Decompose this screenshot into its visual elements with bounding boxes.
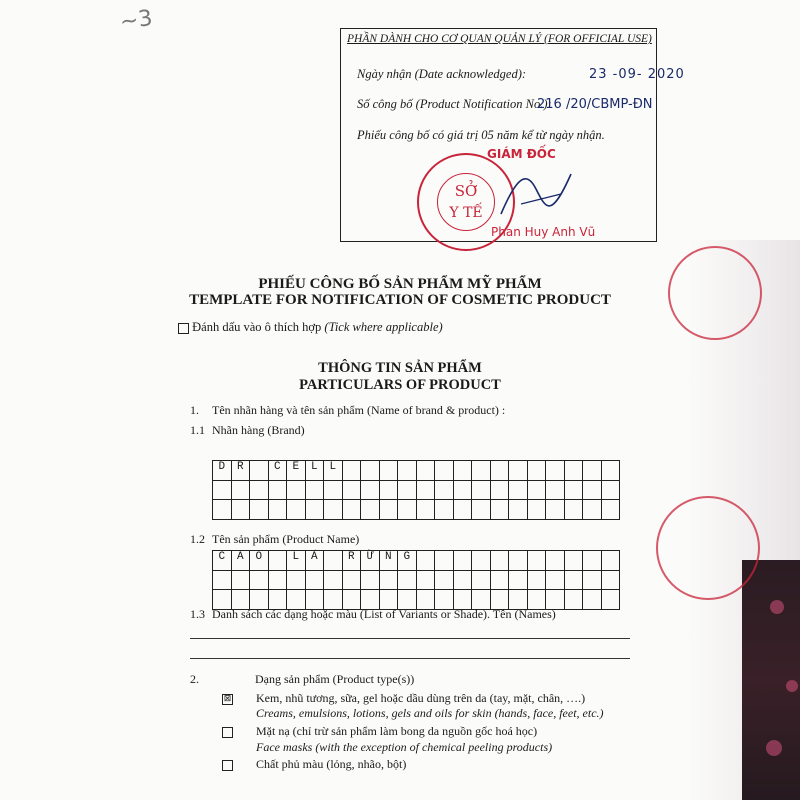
grid-cell: [213, 500, 232, 520]
grid-cell: [268, 480, 287, 500]
grid-cell: [527, 500, 546, 520]
grid-cell: [583, 590, 602, 610]
grid-cell: [583, 480, 602, 500]
grid-cell: [231, 480, 250, 500]
option-creams-checkbox[interactable]: [222, 691, 233, 706]
grid-cell: R: [342, 551, 361, 571]
grid-cell: A: [231, 551, 250, 571]
grid-cell: [213, 480, 232, 500]
grid-cell: [231, 570, 250, 590]
variants-number: 1.3: [190, 607, 205, 621]
grid-cell: [416, 551, 435, 571]
checked-box-icon: ⊠: [223, 693, 232, 704]
grid-cell: [472, 551, 491, 571]
grid-cell: [564, 590, 583, 610]
director-title: GIÁM ĐỐC: [487, 147, 556, 161]
particulars-vietnamese: THÔNG TIN SẢN PHẨM: [318, 360, 482, 376]
grid-cell: [361, 480, 380, 500]
grid-cell: [472, 500, 491, 520]
grid-cell: [287, 570, 306, 590]
official-header: PHẦN DÀNH CHO CƠ QUAN QUẢN LÝ (FOR OFFICIAL USE): [347, 33, 652, 45]
empty-box-icon: [222, 727, 233, 738]
grid-cell: [379, 570, 398, 590]
product-label: Tên sản phẩm (Product Name): [212, 532, 360, 546]
title-vietnamese: PHIẾU CÔNG BỐ SẢN PHẨM MỸ PHẨM: [258, 276, 542, 292]
seal-text-top: SỞ: [454, 182, 478, 200]
option-colour-checkbox[interactable]: [222, 757, 233, 772]
grid-cell: [490, 461, 509, 481]
grid-cell: [435, 500, 454, 520]
grid-cell: [509, 551, 528, 571]
grid-cell: [342, 500, 361, 520]
grid-cell: [361, 461, 380, 481]
grid-cell: [416, 480, 435, 500]
grid-cell: R: [231, 461, 250, 481]
grid-cell: [601, 551, 620, 571]
tick-note-en: (Tick where applicable): [324, 320, 443, 334]
grid-cell: Ừ: [361, 551, 380, 571]
product-number: 1.2: [190, 532, 205, 546]
grid-cell: [268, 500, 287, 520]
tick-note: [178, 320, 443, 335]
grid-cell: [564, 480, 583, 500]
grid-cell: [583, 461, 602, 481]
grid-cell: [601, 500, 620, 520]
tick-note-vi: Đánh dấu vào ô thích hợp: [192, 320, 322, 334]
grid-cell: [509, 480, 528, 500]
grid-cell: [583, 500, 602, 520]
grid-cell: [305, 480, 324, 500]
date-value: 23 -09- 2020: [589, 67, 685, 82]
grid-cell: [398, 480, 417, 500]
grid-cell: N: [379, 551, 398, 571]
grid-cell: [509, 570, 528, 590]
grid-cell: [453, 570, 472, 590]
checkbox-sample-icon: [178, 323, 189, 334]
grid-cell: [435, 480, 454, 500]
grid-cell: [601, 590, 620, 610]
option-creams-en: Creams, emulsions, lotions, gels and oils for skin (hands, face, feet, etc.): [256, 706, 604, 720]
grid-cell: [435, 551, 454, 571]
grid-cell: [231, 500, 250, 520]
variants-label: Danh sách các dạng hoặc màu (List of Variants or Shade). Tên (Names): [212, 607, 556, 621]
grid-cell: [342, 461, 361, 481]
grid-cell: [583, 551, 602, 571]
grid-cell: [324, 500, 343, 520]
brand-label: Nhãn hàng (Brand): [212, 423, 305, 437]
signature-mark: [491, 159, 581, 229]
grid-cell: G: [398, 551, 417, 571]
grid-cell: [324, 551, 343, 571]
validity-note: Phiếu công bố có giá trị 05 năm kể từ ngày nhận.: [357, 128, 605, 142]
grid-cell: C: [268, 461, 287, 481]
grid-cell: [490, 480, 509, 500]
notification-value: 216 /20/CBMP-ĐN: [537, 97, 653, 112]
grid-cell: [546, 461, 565, 481]
grid-cell: [472, 461, 491, 481]
grid-cell: O: [250, 551, 269, 571]
grid-cell: [490, 551, 509, 571]
grid-cell: [453, 480, 472, 500]
grid-cell: [583, 570, 602, 590]
grid-cell: [601, 461, 620, 481]
background-flower: [770, 600, 784, 614]
grid-cell: [324, 570, 343, 590]
section2-number: 2.: [190, 672, 199, 686]
grid-cell: [453, 500, 472, 520]
grid-cell: [546, 551, 565, 571]
grid-cell: [601, 480, 620, 500]
grid-cell: [250, 461, 269, 481]
section1-number: 1.: [190, 403, 199, 417]
particulars-english: PARTICULARS OF PRODUCT: [299, 377, 501, 393]
grid-cell: [490, 500, 509, 520]
grid-cell: [453, 461, 472, 481]
grid-cell: L: [287, 551, 306, 571]
option-masks-vi: Mặt nạ (chỉ trừ sản phẩm làm bong da nguồn gốc hoá học): [256, 724, 538, 738]
grid-cell: [416, 461, 435, 481]
grid-cell: E: [287, 461, 306, 481]
grid-cell: [509, 461, 528, 481]
grid-cell: [379, 480, 398, 500]
grid-cell: [324, 480, 343, 500]
grid-cell: [213, 570, 232, 590]
grid-cell: [361, 500, 380, 520]
grid-cell: [472, 570, 491, 590]
grid-cell: [268, 570, 287, 590]
grid-cell: [472, 480, 491, 500]
grid-cell: [398, 570, 417, 590]
grid-cell: D: [213, 461, 232, 481]
brand-number: 1.1: [190, 423, 205, 437]
grid-cell: [361, 570, 380, 590]
signer-name: Phan Huy Anh Vũ: [491, 225, 596, 239]
grid-cell: [416, 570, 435, 590]
option-creams-vi: Kem, nhũ tương, sữa, gel hoặc dầu dùng trên da (tay, mặt, chân, ….): [256, 691, 586, 705]
grid-cell: [379, 500, 398, 520]
grid-cell: [546, 500, 565, 520]
background-flower: [766, 740, 782, 756]
grid-cell: [527, 461, 546, 481]
grid-cell: L: [324, 461, 343, 481]
section1-label: Tên nhãn hàng và tên sản phẩm (Name of brand & product) :: [212, 403, 506, 417]
variants-line-2: [190, 658, 630, 659]
grid-cell: L: [305, 461, 324, 481]
grid-cell: [305, 570, 324, 590]
grid-cell: [250, 480, 269, 500]
grid-cell: [546, 480, 565, 500]
section2-label: Dạng sản phẩm (Product type(s)): [255, 672, 415, 686]
grid-cell: [398, 461, 417, 481]
grid-cell: [250, 500, 269, 520]
grid-cell: [379, 461, 398, 481]
grid-cell: [398, 500, 417, 520]
grid-cell: Á: [305, 551, 324, 571]
grid-cell: [564, 500, 583, 520]
grid-cell: [509, 500, 528, 520]
grid-cell: [416, 500, 435, 520]
grid-cell: [453, 551, 472, 571]
grid-cell: [268, 551, 287, 571]
grid-cell: [250, 570, 269, 590]
grid-cell: [564, 461, 583, 481]
grid-cell: [287, 480, 306, 500]
grid-cell: [305, 500, 324, 520]
grid-cell: C: [213, 551, 232, 571]
option-masks-checkbox[interactable]: [222, 724, 233, 739]
grid-cell: [342, 570, 361, 590]
grid-cell: [601, 570, 620, 590]
notification-label: Số công bố (Product Notification No.):: [357, 97, 552, 111]
official-use-box: [340, 28, 685, 242]
grid-cell: [527, 551, 546, 571]
grid-cell: [342, 480, 361, 500]
empty-box-icon: [222, 760, 233, 771]
background-flower: [786, 680, 798, 692]
title-english: TEMPLATE FOR NOTIFICATION OF COSMETIC PRODUCT: [189, 292, 611, 308]
grid-cell: [287, 500, 306, 520]
grid-cell: [490, 570, 509, 590]
grid-cell: [435, 461, 454, 481]
edge-seal-bottom: [656, 496, 760, 600]
variants-line-1: [190, 638, 630, 639]
brand-grid: [212, 460, 620, 520]
corner-mark: ~3: [118, 5, 155, 36]
grid-cell: [564, 551, 583, 571]
grid-cell: [435, 570, 454, 590]
option-masks-en: Face masks (with the exception of chemical peeling products): [256, 740, 553, 754]
grid-cell: [527, 480, 546, 500]
date-label: Ngày nhận (Date acknowledged):: [357, 67, 527, 81]
option-colour-vi: Chất phủ màu (lỏng, nhão, bột): [256, 757, 407, 771]
seal-text-bottom: Y TẾ: [449, 205, 483, 221]
grid-cell: [546, 570, 565, 590]
grid-cell: [564, 570, 583, 590]
product-grid: [212, 550, 620, 610]
grid-cell: [527, 570, 546, 590]
